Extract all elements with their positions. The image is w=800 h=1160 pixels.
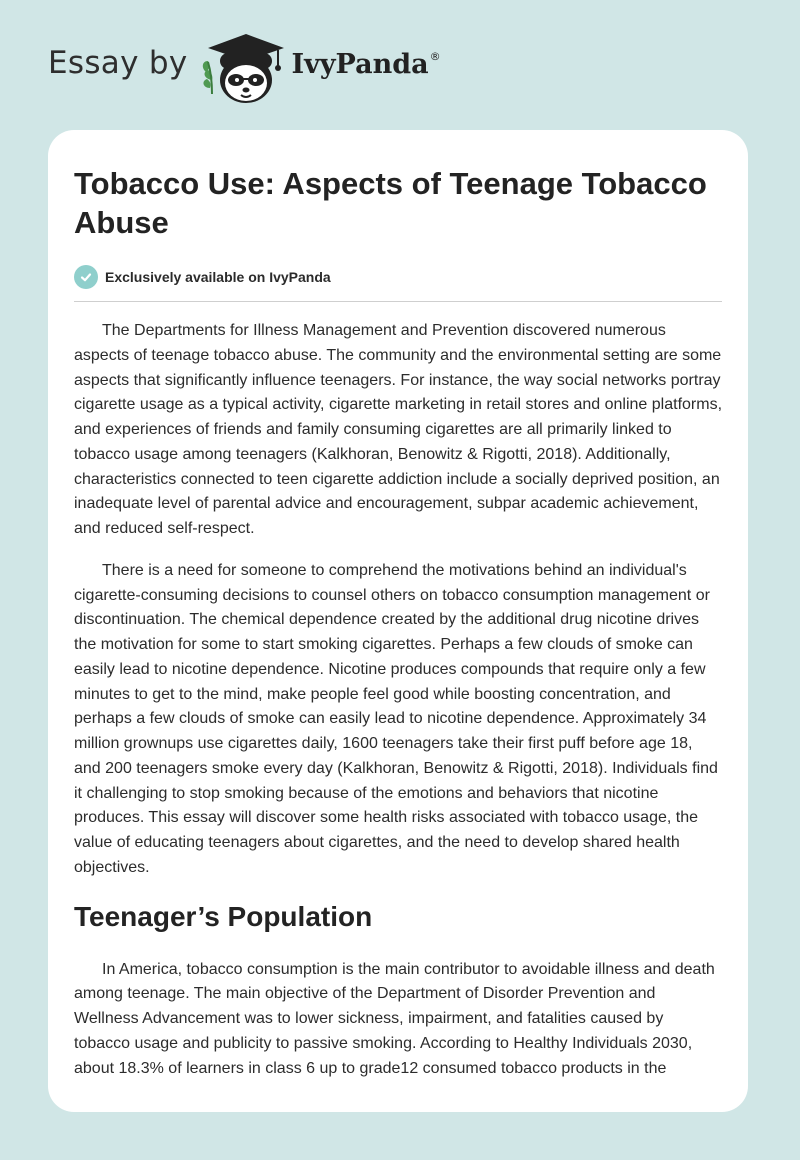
panda-logo-icon[interactable] <box>198 28 296 108</box>
essay-title: Tobacco Use: Aspects of Teenage Tobacco Abuse <box>74 166 707 240</box>
registered-mark: ® <box>429 49 441 63</box>
paragraph: The Departments for Illness Management and Prevention discovered numerous aspects of teenage tobacco abuse. The community and the environmental setting are some aspects that significantly influence teenagers. For instance, the way social networks portray cigarette usage as a typical activity, cigarette marketing in retail stores and online platforms, and experiences of friends and family consuming cigarettes are all primarily linked to tobacco usage among teenagers (Kalkhoran, Benowitz & Rigotti, 2018). Additionally, characteristics connected to teen cigarette addiction include a socially deprived position, an inadequate level of parental advice and encouragement, subpar academic achievement, and reduced self-respect. <box>74 322 723 537</box>
section-heading: Teenager’s Population <box>74 900 373 932</box>
divider <box>74 301 722 302</box>
brand-name[interactable]: IvyPanda® <box>291 48 441 80</box>
exclusive-badge-label: Exclusively available on IvyPanda <box>105 269 331 285</box>
checkmark-icon <box>74 265 98 289</box>
brand-prefix: Essay by <box>48 45 188 81</box>
paragraph: In America, tobacco consumption is the main contributor to avoidable illness and death among teenage. The main objective of the Department of Disorder Prevention and Wellness Advancement was to lower sickness, impairment, and fatalities caused by tobacco usage and publicity to passive smoking. According to Healthy Individuals 2030, about 18.3% of learners in class 6 up to grade12 consumed tobacco products in the <box>74 960 715 1077</box>
site-header <box>48 30 441 110</box>
paragraph: There is a need for someone to comprehend the motivations behind an individual's cigarette-consuming decisions to counsel others on tobacco consumption management or discontinuation. The chemical dependence created by the additional drug nicotine drives the motivation for some to start smoking cigarettes. Perhaps a few clouds of smoke can easily lead to nicotine dependence. Nicotine produces compounds that require only a few minutes to get to the mind, make people feel good while boosting concentration, and perhaps a few clouds of smoke can easily lead to nicotine dependence. Approximately 34 million grownups use cigarettes daily, 1600 teenagers take their first puff before age 18, and 200 teenagers smoke every day (Kalkhoran, Benowitz & Rigotti, 2018). Individuals find it challenging to stop smoking because of the emotions and behaviors that nicotine produces. This essay will discover some health risks associated with tobacco usage, the value of educating teenagers about cigarettes, and the need to develop shared health objectives. <box>74 561 718 876</box>
exclusive-badge <box>74 264 722 290</box>
essay-card <box>48 130 748 1112</box>
